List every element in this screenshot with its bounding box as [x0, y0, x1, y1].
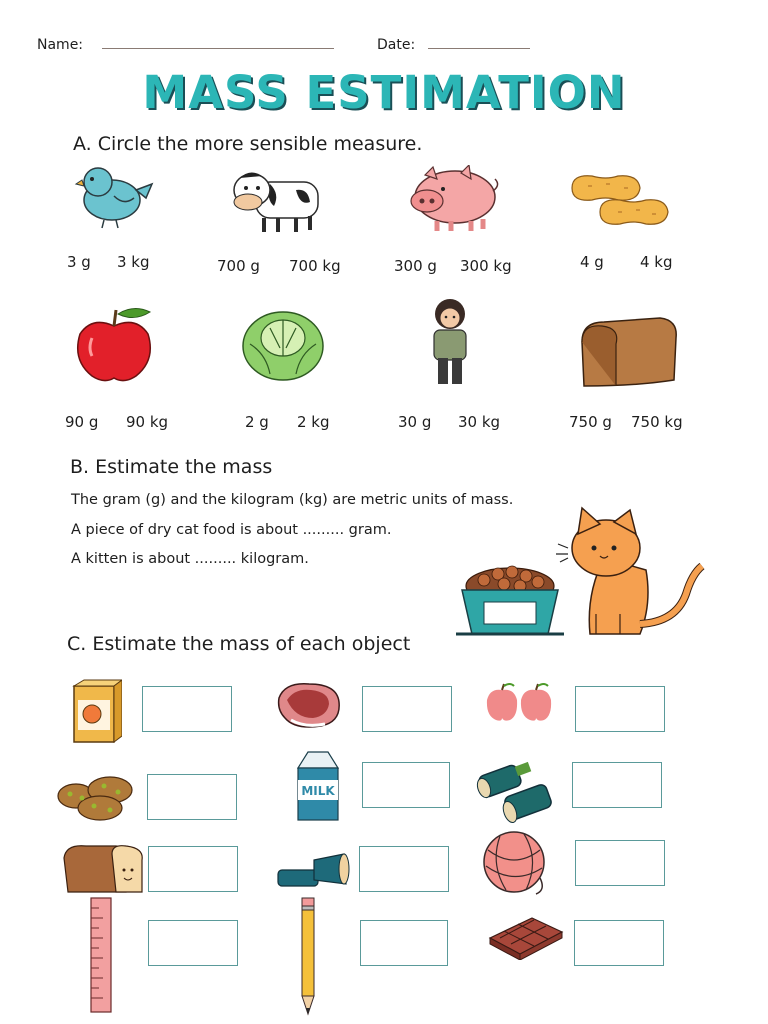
body-text-line: A kitten is about ......... kilogram. [71, 551, 309, 567]
name-label: Name: [37, 37, 84, 53]
option-kg[interactable]: 4 kg [640, 253, 673, 271]
ruler-icon [88, 896, 114, 1014]
bread-loaf-icon [576, 314, 680, 388]
answer-box[interactable] [362, 686, 452, 732]
option-g[interactable]: 300 g [394, 257, 437, 275]
cow-icon [230, 160, 324, 236]
milk-carton-icon [292, 750, 344, 822]
name-field-line[interactable] [102, 48, 334, 49]
body-text-line: A piece of dry cat food is about ......... gram. [71, 522, 392, 538]
flashlight-icon [274, 850, 350, 890]
svg-text:MILK: MILK [301, 784, 335, 798]
answer-box[interactable] [148, 846, 238, 892]
child-icon [422, 298, 478, 388]
option-g[interactable]: 90 g [65, 413, 99, 431]
option-g[interactable]: 3 g [67, 253, 91, 271]
answer-box[interactable] [574, 920, 664, 966]
juice-box-icon [70, 678, 122, 744]
binoculars-icon [476, 758, 558, 824]
option-g[interactable]: 750 g [569, 413, 612, 431]
cabbage-icon [240, 304, 326, 382]
option-g[interactable]: 4 g [580, 253, 604, 271]
section-a-heading: A. Circle the more sensible measure. [73, 133, 423, 155]
cookies-icon [56, 774, 140, 822]
chocolate-bar-icon [486, 914, 566, 960]
option-g[interactable]: 2 g [245, 413, 269, 431]
option-kg[interactable]: 750 kg [631, 413, 683, 431]
option-kg[interactable]: 2 kg [297, 413, 330, 431]
answer-box[interactable] [142, 686, 232, 732]
bird-icon [74, 160, 154, 232]
apple-icon [72, 304, 156, 384]
two-apples-icon [484, 682, 556, 722]
body-text-line: The gram (g) and the kilogram (kg) are metric units of mass. [71, 492, 514, 508]
date-label: Date: [377, 37, 416, 53]
option-g[interactable]: 700 g [217, 257, 260, 275]
page-title: MASS ESTIMATION [142, 66, 626, 119]
answer-box[interactable] [360, 920, 448, 966]
answer-box[interactable] [147, 774, 237, 820]
option-kg[interactable]: 30 kg [458, 413, 501, 431]
date-field-line[interactable] [428, 48, 530, 49]
option-g[interactable]: 30 g [398, 413, 432, 431]
answer-box[interactable] [575, 686, 665, 732]
cat-food-bowl-icon [454, 560, 566, 640]
yarn-ball-icon [480, 830, 550, 896]
option-kg[interactable]: 300 kg [460, 257, 512, 275]
option-kg[interactable]: 700 kg [289, 257, 341, 275]
answer-box[interactable] [148, 920, 238, 966]
option-kg[interactable]: 3 kg [117, 253, 150, 271]
section-c-heading: C. Estimate the mass of each object [67, 633, 411, 655]
pig-icon [405, 165, 501, 233]
peanut-icon [566, 170, 676, 234]
kitten-icon [556, 504, 706, 644]
sliced-bread-icon [60, 842, 146, 896]
answer-box[interactable] [362, 762, 450, 808]
option-kg[interactable]: 90 kg [126, 413, 169, 431]
answer-box[interactable] [359, 846, 449, 892]
section-b-heading: B. Estimate the mass [70, 456, 273, 478]
answer-box[interactable] [575, 840, 665, 886]
steak-icon [275, 680, 343, 730]
pencil-icon [298, 896, 318, 1018]
answer-box[interactable] [572, 762, 662, 808]
